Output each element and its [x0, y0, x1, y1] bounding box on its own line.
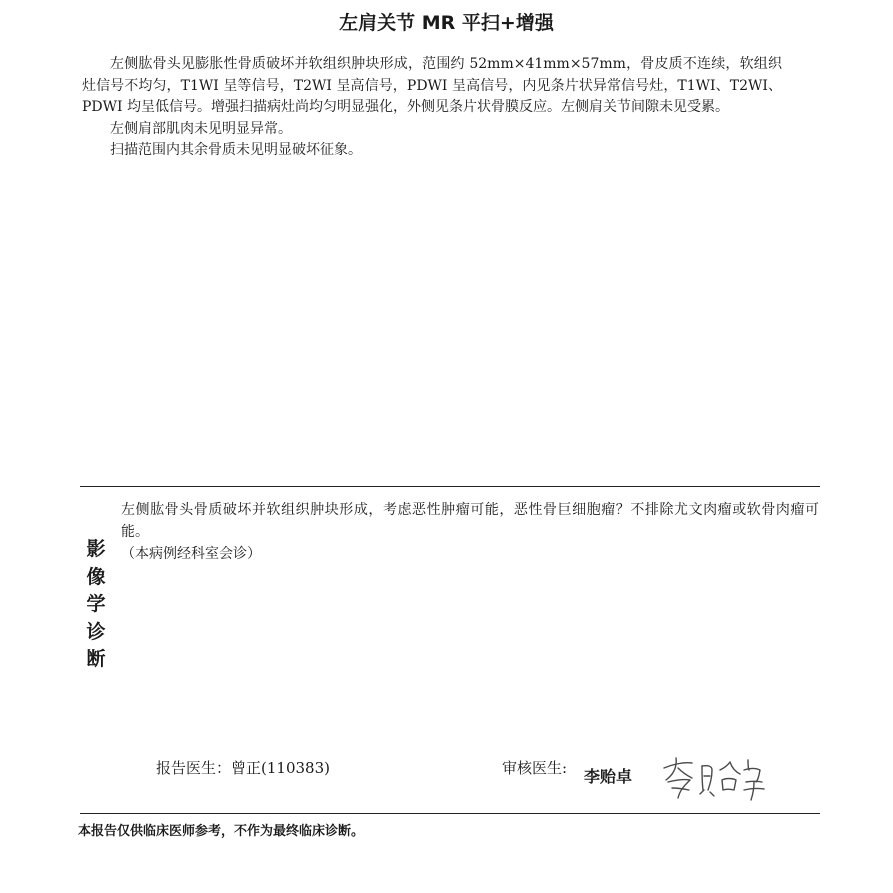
diagnosis-label-char: 像 — [86, 565, 106, 588]
handwritten-signature-image — [656, 752, 766, 802]
diagnosis-section — [121, 499, 819, 565]
reporter-label: 报告医生： — [156, 759, 232, 777]
reviewer-name: 李贻卓 — [584, 767, 633, 786]
diagnosis-label-char: 影 — [86, 538, 106, 560]
reporter-name: 曾正(110383) — [231, 759, 330, 777]
findings-paragraph: 左侧肩部肌肉未见明显异常。 — [110, 120, 292, 137]
consultation-note: （本病例经科室会诊） — [121, 546, 261, 562]
diagnosis-text: 左侧肱骨头骨质破坏并软组织肿块形成，考虑恶性肿瘤可能，恶性骨巨细胞瘤？不排除尤文肉瘤或软骨肉瘤可能。 — [121, 502, 819, 540]
report-title: 左肩关节 MR 平扫+增强 — [339, 12, 554, 34]
section-divider — [80, 486, 820, 487]
diagnosis-section-label — [84, 536, 108, 674]
findings-paragraph: 左侧肱骨头见膨胀性骨质破坏并软组织肿块形成，范围约 52mm×41mm×57mm，骨皮质不连续，软组织灶信号不均匀，T1WI 呈等信号，T2WI 呈高信号，PDWI 呈高信号，内见条片状异常信号灶，T1WI、T2WI、PDWI 均呈低信号。增强扫描病灶尚均匀明显强化，外侧见条片状骨膜反应。左侧肩关节间隙未见受累。 — [82, 56, 782, 115]
findings-paragraph: 扫描范围内其余骨质未见明显破坏征象。 — [110, 142, 362, 158]
diagnosis-label-char: 学 — [86, 593, 106, 615]
findings-section — [82, 54, 782, 162]
reviewer-label: 审核医生: — [502, 759, 568, 777]
diagnosis-label-char: 断 — [86, 648, 106, 670]
footer-divider — [80, 813, 820, 814]
reporting-physician — [156, 757, 330, 779]
diagnosis-label-char: 诊 — [86, 620, 106, 643]
disclaimer-text: 本报告仅供临床医师参考，不作为最终临床诊断。 — [78, 824, 365, 839]
